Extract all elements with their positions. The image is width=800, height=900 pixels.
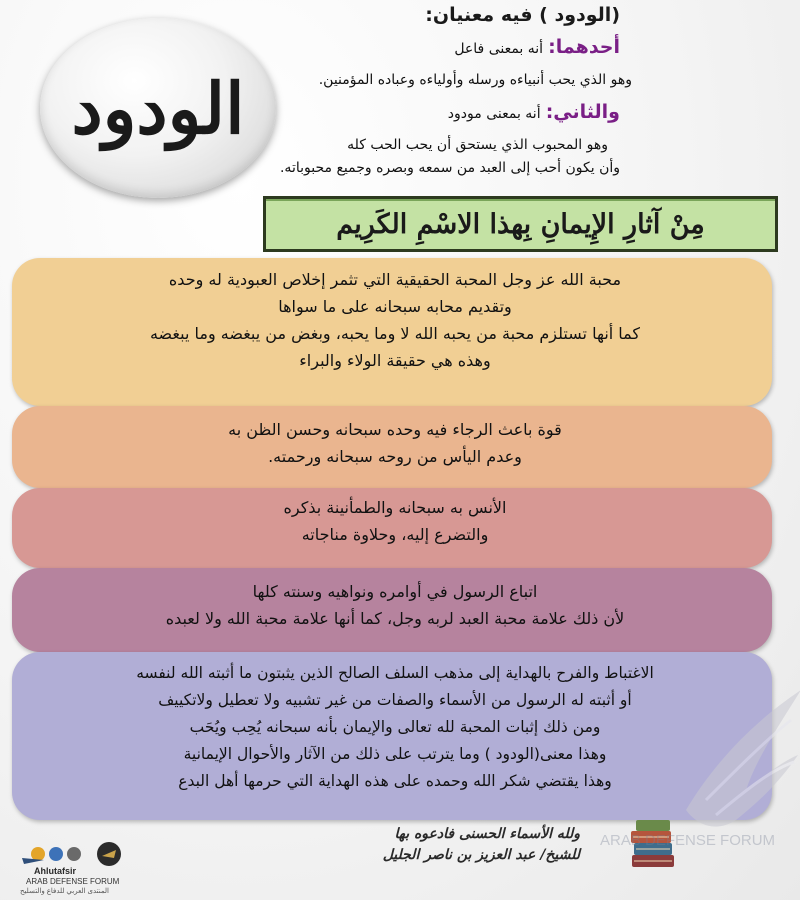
credit [383, 824, 580, 866]
wing-watermark-icon [676, 680, 800, 850]
panel-3-line-2: والتضرع إليه، وحلاوة مناجاته [301, 525, 489, 544]
page-title: الودود [71, 66, 245, 150]
panel-4-line-1: اتباع الرسول في أوامره ونواهيه وسنته كلها [252, 582, 538, 601]
credit-line-1: ولله الأسماء الحسنى فادعوه بها [394, 826, 580, 842]
panel-2-line-2: وعدم اليأس من روحه سبحانه ورحمته. [268, 447, 522, 466]
panel-5-line-4: وهذا معنى(الودود ) وما يترتب على ذلك من الآثار والأحوال الإيمانية [183, 745, 607, 763]
panel-2-text [40, 416, 750, 470]
logo-name: Ahlutafsir [34, 866, 77, 876]
meaning-1-line: وهو الذي يحب أنبياءه ورسله وأولياءه وعباده المؤمنين. [318, 72, 632, 88]
panel-5-text [40, 660, 750, 795]
meaning-2 [448, 101, 620, 123]
panel-4-text [40, 578, 750, 632]
panel-3-text [40, 494, 750, 548]
panel-1-line-1: محبة الله عز وجل المحبة الحقيقية التي تثمر إخلاص العبودية له وحده [168, 270, 622, 289]
panel-3-line-1: الأنس به سبحانه والطمأنينة بذكره [283, 498, 507, 517]
panel-1-line-3: كما أنها تستلزم محبة من يحبه الله لا وما يحبه، وبغض من يبغضه وما يبغضه [149, 324, 641, 343]
meaning-1-text: أنه بمعنى فاعل [454, 41, 544, 57]
meanings-heading: (الودود ) فيه معنيان: [425, 4, 620, 26]
panel-5-line-1: الاغتباط والفرح بالهداية إلى مذهب السلف الصالح الذين يثبتون ما أثبته الله لنفسه [136, 664, 654, 682]
panel-4-line-2: لأن ذلك علامة محبة العبد لربه وجل، كما أنها علامة محبة الله ولا لعبده [165, 609, 625, 628]
section-banner: مِنْ آثارِ الإِيمانِ بِهذا الاسْمِ الكَرِيم [263, 196, 778, 252]
logo-forum-ar: المنتدى العربي للدفاع والتسليح [20, 888, 109, 895]
logo-forum: ARAB DEFENSE FORUM [26, 877, 120, 886]
panel-5-line-3: ومن ذلك إثبات المحبة لله تعالى والإيمان بأنه سبحانه يُحِب ويُحَب [189, 718, 601, 736]
meaning-2-line-1: وهو المحبوب الذي يستحق أن يحب الحب كله [347, 137, 608, 153]
panel-5-line-5: وهذا يقتضي شكر الله وحمده على هذه الهداية التي حرمها أهل البدع [178, 772, 612, 790]
meaning-2-line-2: وأن يكون أحب إلى العبد من سمعه وبصره وجميع محبوباته. [279, 160, 620, 176]
meaning-2-label: والثاني: [545, 101, 620, 123]
panel-5-line-2: أو أثبته له الرسول من الأسماء والصفات من غير تشبيه ولا تعطيل ولاتكييف [158, 691, 632, 709]
meaning-1 [454, 36, 620, 58]
panel-1-line-2: وتقديم محابه سبحانه على ما سواها [278, 297, 512, 316]
panel-1-line-4: وهذه هي حقيقة الولاء والبراء [299, 351, 491, 370]
meaning-2-text: أنه بمعنى مودود [447, 106, 541, 122]
panel-1-text [40, 266, 750, 374]
credit-line-2: للشيخ/ عبد العزيز بن ناصر الجليل [382, 847, 580, 863]
watermark: ARAB DEFENSE FORUM [600, 832, 776, 849]
meaning-1-label: أحدهما: [548, 36, 620, 58]
panel-2-line-1: قوة باعث الرجاء فيه وحده سبحانه وحسن الظن به [228, 420, 562, 439]
